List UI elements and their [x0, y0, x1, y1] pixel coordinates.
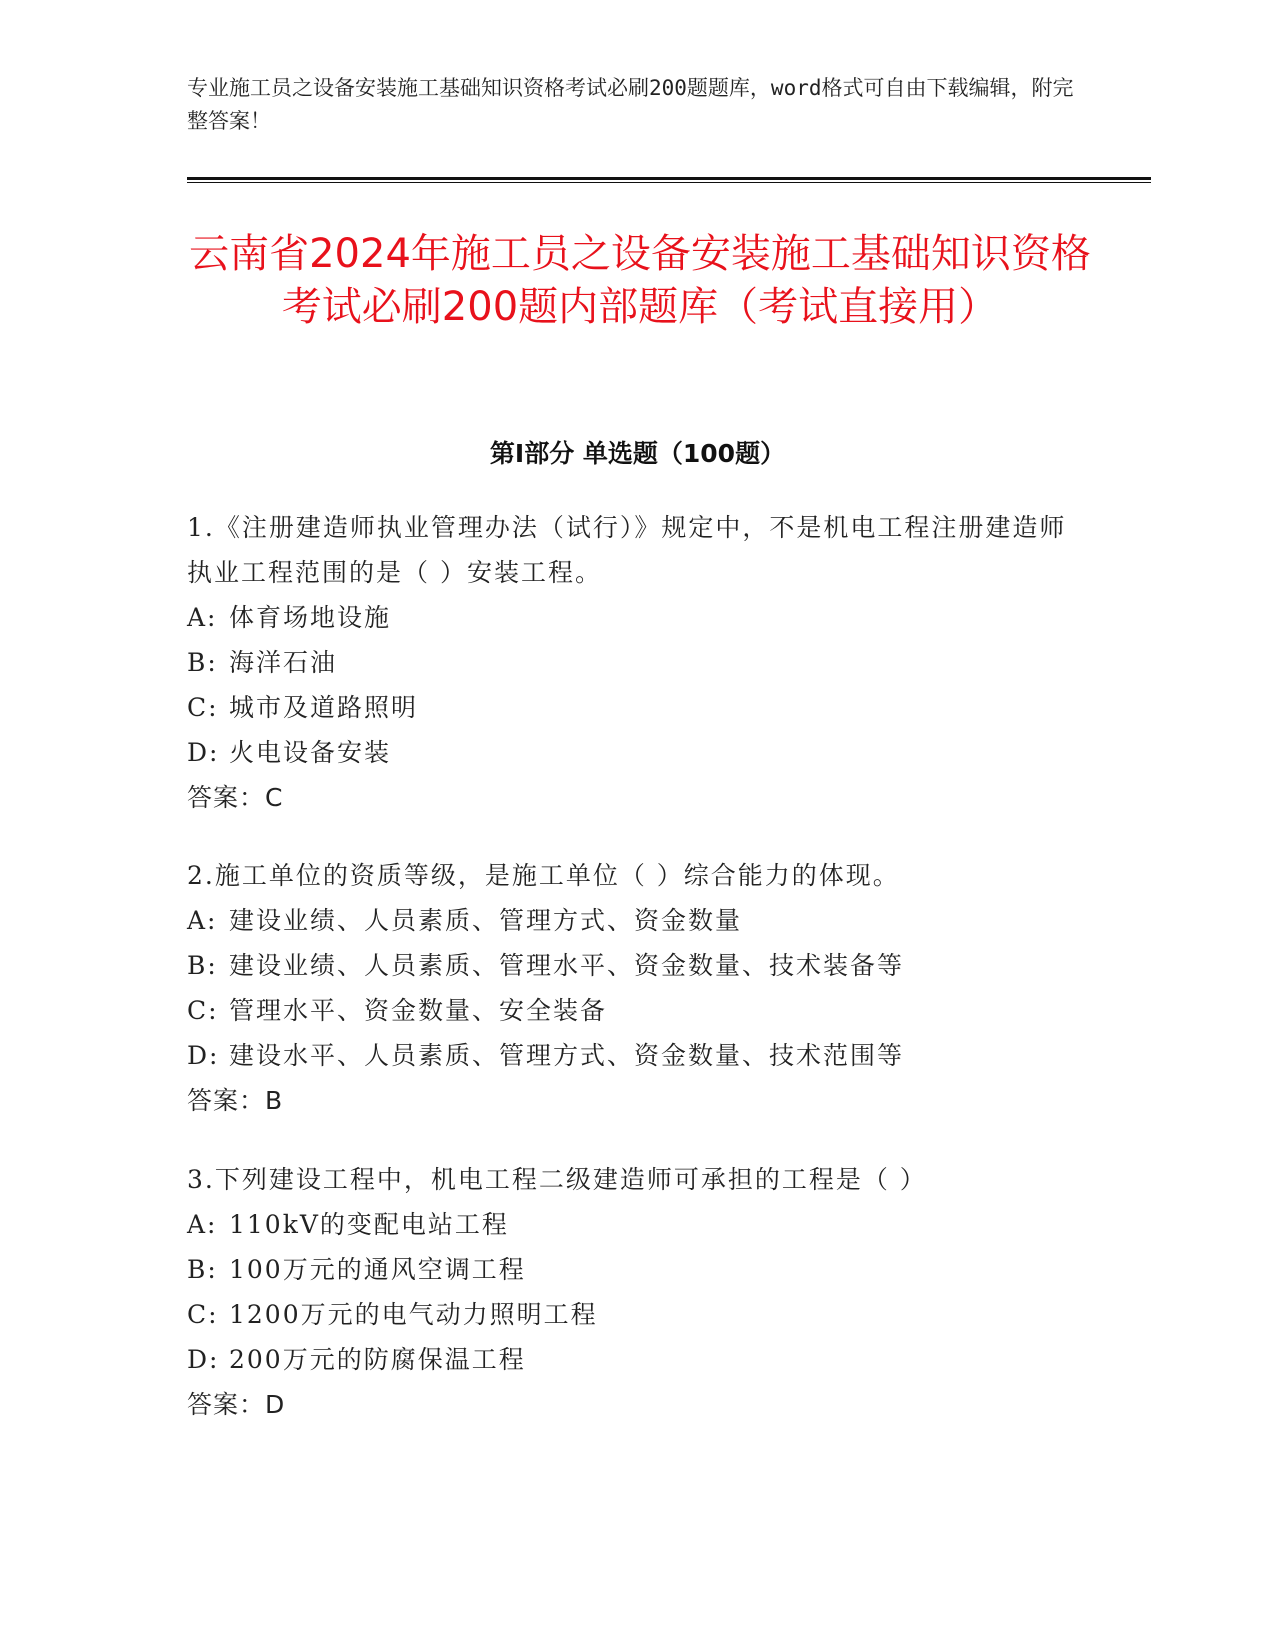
- option-letter: C:: [187, 1300, 219, 1329]
- option-letter: B:: [187, 951, 218, 980]
- option-b: [187, 640, 1087, 685]
- question-3: [187, 1157, 1087, 1427]
- option-letter: A:: [187, 1210, 218, 1239]
- document-title: 云南省2024年施工员之设备安装施工基础知识资格考试必刷200题内部题库（考试直接用）: [189, 231, 1091, 330]
- question-1: [187, 505, 1087, 820]
- option-b: [187, 943, 1087, 988]
- option-letter: A:: [187, 603, 218, 632]
- answer: 答案：B: [187, 1086, 284, 1115]
- question-2: [187, 853, 1087, 1123]
- question-text: 2.施工单位的资质等级，是施工单位（ ）综合能力的体现。: [187, 861, 900, 890]
- header-rule-thick: [187, 177, 1151, 180]
- question-text: 3.下列建设工程中，机电工程二级建造师可承担的工程是（ ）: [187, 1165, 927, 1194]
- header-note: 专业施工员之设备安装施工基础知识资格考试必刷200题题库，word格式可自由下载编辑，附完整答案！: [187, 76, 1074, 133]
- option-letter: D:: [187, 1041, 220, 1070]
- option-text: 1200万元的电气动力照明工程: [229, 1300, 598, 1329]
- answer: 答案：C: [187, 783, 284, 812]
- option-text: 建设水平、人员素质、管理方式、资金数量、技术范围等: [229, 1041, 905, 1070]
- option-c: [187, 685, 1087, 730]
- option-text: 管理水平、资金数量、安全装备: [229, 996, 608, 1025]
- section-heading: 第I部分 单选题（100题）: [489, 439, 786, 468]
- option-letter: C:: [187, 996, 219, 1025]
- option-text: 城市及道路照明: [229, 693, 419, 722]
- option-letter: D:: [187, 738, 220, 767]
- option-a: [187, 595, 1087, 640]
- option-d: [187, 730, 1087, 775]
- option-d: [187, 1337, 1087, 1382]
- option-letter: C:: [187, 693, 219, 722]
- option-text: 体育场地设施: [229, 603, 392, 632]
- option-text: 200万元的防腐保温工程: [229, 1345, 526, 1374]
- option-letter: D:: [187, 1345, 220, 1374]
- option-a: [187, 1202, 1087, 1247]
- option-text: 110kV的变配电站工程: [229, 1210, 509, 1239]
- option-letter: B:: [187, 1255, 218, 1284]
- option-text: 火电设备安装: [229, 738, 392, 767]
- option-a: [187, 898, 1087, 943]
- option-c: [187, 988, 1087, 1033]
- header-rule-thin: [187, 182, 1151, 183]
- option-text: 建设业绩、人员素质、管理水平、资金数量、技术装备等: [229, 951, 905, 980]
- option-d: [187, 1033, 1087, 1078]
- option-letter: B:: [187, 648, 218, 677]
- option-b: [187, 1247, 1087, 1292]
- option-text: 100万元的通风空调工程: [229, 1255, 526, 1284]
- question-text: 1.《注册建造师执业管理办法（试行）》规定中，不是机电工程注册建造师执业工程范围的是（ ）安装工程。: [187, 513, 1067, 587]
- option-text: 建设业绩、人员素质、管理方式、资金数量: [229, 906, 743, 935]
- option-letter: A:: [187, 906, 218, 935]
- option-c: [187, 1292, 1087, 1337]
- answer: 答案：D: [187, 1390, 286, 1419]
- option-text: 海洋石油: [229, 648, 338, 677]
